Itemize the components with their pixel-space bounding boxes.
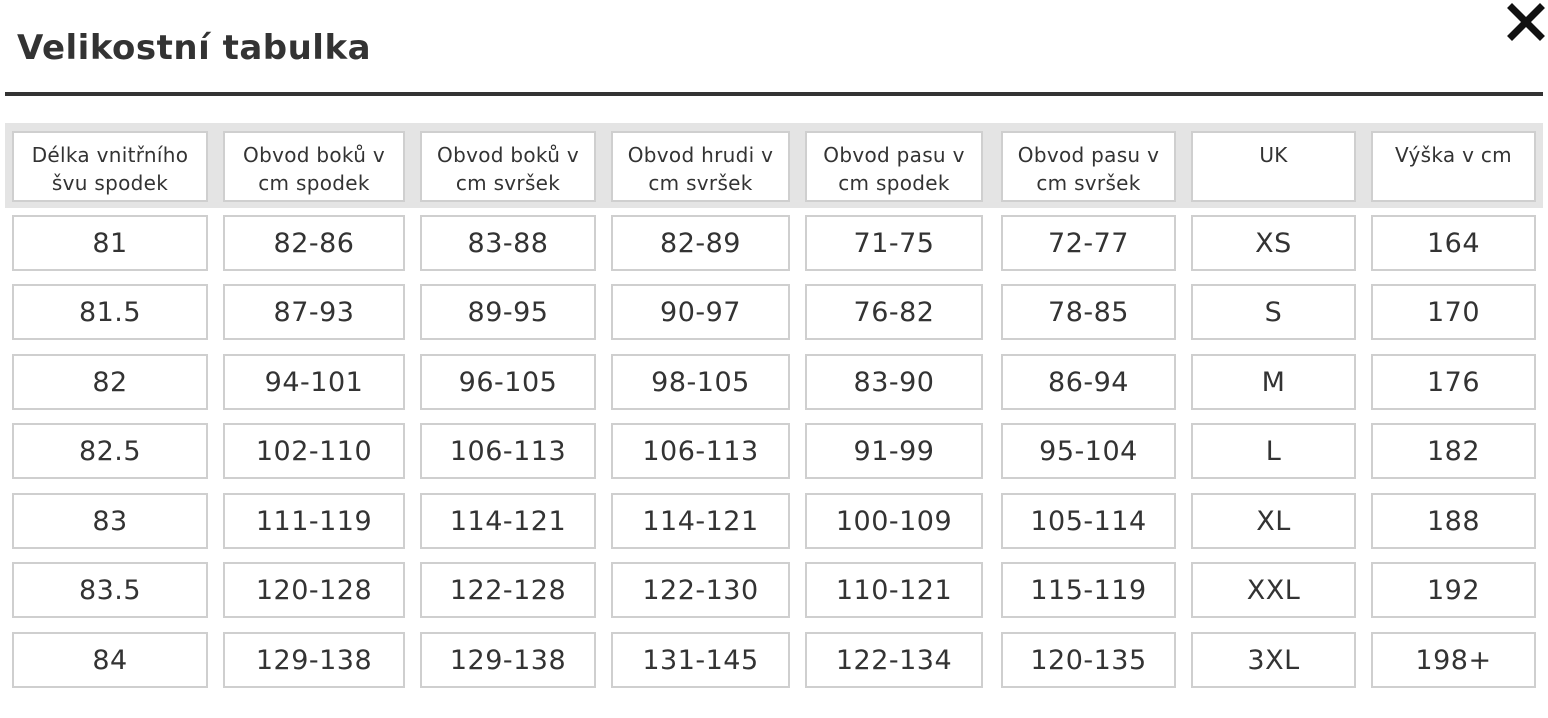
table-cell: 114-121	[611, 493, 790, 549]
table-cell: 83-90	[805, 354, 983, 410]
table-header-cell: Obvod pasu v cm spodek	[805, 131, 983, 202]
table-cell: XS	[1191, 215, 1356, 271]
table-cell: 131-145	[611, 632, 790, 688]
table-cell: 129-138	[420, 632, 596, 688]
table-cell: 110-121	[805, 562, 983, 618]
table-cell: 82-89	[611, 215, 790, 271]
table-cell: 106-113	[611, 423, 790, 479]
table-cell: 170	[1371, 284, 1536, 340]
table-cell: 164	[1371, 215, 1536, 271]
table-cell: 83	[12, 493, 208, 549]
table-cell: S	[1191, 284, 1356, 340]
close-icon	[1507, 3, 1545, 41]
table-cell: 192	[1371, 562, 1536, 618]
table-cell: 84	[12, 632, 208, 688]
close-button[interactable]	[1507, 3, 1545, 41]
table-cell: 122-134	[805, 632, 983, 688]
table-cell: 83-88	[420, 215, 596, 271]
table-cell: L	[1191, 423, 1356, 479]
table-cell: 78-85	[1001, 284, 1176, 340]
table-cell: 89-95	[420, 284, 596, 340]
modal-title: Velikostní tabulka	[17, 28, 372, 68]
table-cell: 198+	[1371, 632, 1536, 688]
table-cell: 86-94	[1001, 354, 1176, 410]
table-header-cell: Obvod boků v cm spodek	[223, 131, 405, 202]
table-cell: 120-128	[223, 562, 405, 618]
table-cell: 120-135	[1001, 632, 1176, 688]
table-cell: 94-101	[223, 354, 405, 410]
table-cell: 122-130	[611, 562, 790, 618]
table-cell: 111-119	[223, 493, 405, 549]
table-cell: 102-110	[223, 423, 405, 479]
table-cell: 76-82	[805, 284, 983, 340]
table-cell: XXL	[1191, 562, 1356, 618]
table-cell: 71-75	[805, 215, 983, 271]
table-cell: 81	[12, 215, 208, 271]
table-cell: 87-93	[223, 284, 405, 340]
table-cell: 81.5	[12, 284, 208, 340]
table-cell: 129-138	[223, 632, 405, 688]
table-header-cell: Obvod boků v cm svršek	[420, 131, 596, 202]
table-cell: 95-104	[1001, 423, 1176, 479]
table-cell: 106-113	[420, 423, 596, 479]
table-cell: 98-105	[611, 354, 790, 410]
table-cell: XL	[1191, 493, 1356, 549]
table-cell: 83.5	[12, 562, 208, 618]
table-cell: 82.5	[12, 423, 208, 479]
table-cell: 96-105	[420, 354, 596, 410]
table-header-cell: Délka vnitřního švu spodek	[12, 131, 208, 202]
table-cell: 115-119	[1001, 562, 1176, 618]
table-cell: 182	[1371, 423, 1536, 479]
table-header-cell: UK	[1191, 131, 1356, 202]
table-cell: 176	[1371, 354, 1536, 410]
table-header-cell: Obvod hrudi v cm svršek	[611, 131, 790, 202]
table-cell: 3XL	[1191, 632, 1356, 688]
table-cell: M	[1191, 354, 1356, 410]
table-cell: 90-97	[611, 284, 790, 340]
table-cell: 122-128	[420, 562, 596, 618]
table-header-cell: Výška v cm	[1371, 131, 1536, 202]
table-cell: 72-77	[1001, 215, 1176, 271]
table-cell: 91-99	[805, 423, 983, 479]
title-divider	[5, 92, 1543, 96]
table-cell: 100-109	[805, 493, 983, 549]
table-cell: 82	[12, 354, 208, 410]
table-cell: 188	[1371, 493, 1536, 549]
table-cell: 82-86	[223, 215, 405, 271]
table-cell: 105-114	[1001, 493, 1176, 549]
table-cell: 114-121	[420, 493, 596, 549]
table-header-cell: Obvod pasu v cm svršek	[1001, 131, 1176, 202]
